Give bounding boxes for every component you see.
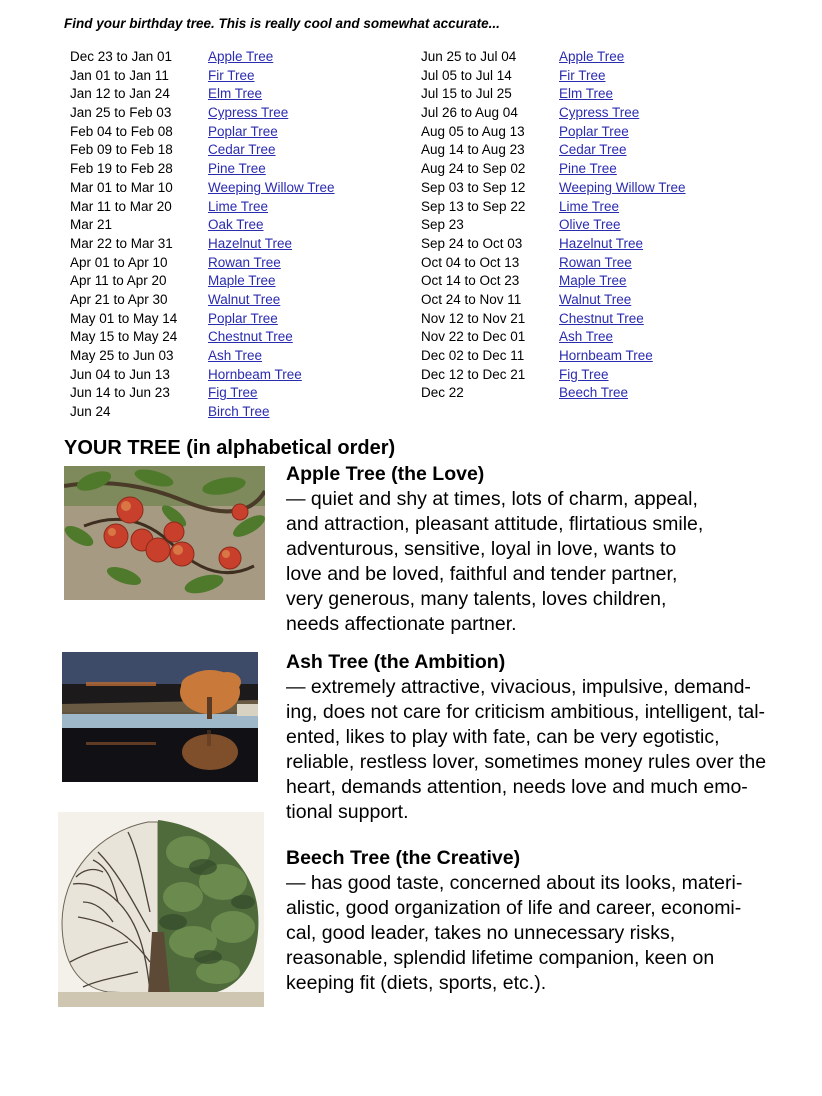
tree-link[interactable]: Maple Tree xyxy=(559,273,627,289)
date-range: Jan 12 to Jan 24 xyxy=(70,86,170,102)
date-row xyxy=(70,216,430,235)
description-line: — quiet and shy at times, lots of charm, appeal, xyxy=(286,488,698,510)
tree-link[interactable]: Maple Tree xyxy=(208,273,276,289)
date-row xyxy=(70,123,430,142)
date-row xyxy=(70,179,430,198)
date-row xyxy=(70,328,430,347)
date-list-right xyxy=(421,48,781,403)
tree-link[interactable]: Birch Tree xyxy=(208,404,270,420)
date-range: Dec 22 xyxy=(421,385,464,401)
description-line: adventurous, sensitive, loyal in love, wants to xyxy=(286,538,677,560)
date-row xyxy=(421,141,781,160)
date-range: Nov 12 to Nov 21 xyxy=(421,310,526,326)
description-line: needs affectionate partner. xyxy=(286,613,517,635)
date-row xyxy=(421,384,781,403)
date-range: Sep 24 to Oct 03 xyxy=(421,235,523,251)
tree-link[interactable]: Pine Tree xyxy=(559,161,617,177)
beech-tree-entry xyxy=(286,846,810,996)
date-row xyxy=(70,272,430,291)
tree-link[interactable]: Chestnut Tree xyxy=(208,329,293,345)
apple-tree-entry xyxy=(286,462,810,637)
tree-link[interactable]: Elm Tree xyxy=(208,86,263,102)
tree-link[interactable]: Olive Tree xyxy=(559,217,621,233)
description-line: ing, does not care for criticism ambitious, intelligent, tal- xyxy=(286,701,766,723)
date-row xyxy=(421,291,781,310)
tree-link[interactable]: Fig Tree xyxy=(208,385,258,401)
tree-link[interactable]: Fir Tree xyxy=(208,67,255,83)
tree-link[interactable]: Fig Tree xyxy=(559,366,609,382)
date-row xyxy=(70,141,430,160)
date-range: Aug 05 to Aug 13 xyxy=(421,123,525,139)
description-line: keeping fit (diets, sports, etc.). xyxy=(286,972,547,994)
date-range: Sep 23 xyxy=(421,217,464,233)
tree-link[interactable]: Cypress Tree xyxy=(559,105,640,121)
date-row xyxy=(421,48,781,67)
date-range: Sep 03 to Sep 12 xyxy=(421,179,526,195)
date-range: Dec 02 to Dec 11 xyxy=(421,348,525,363)
date-row xyxy=(421,67,781,86)
tree-link[interactable]: Weeping Willow Tree xyxy=(559,179,686,195)
description-line: reasonable, splendid lifetime companion, keen on xyxy=(286,947,715,969)
date-range: Sep 13 to Sep 22 xyxy=(421,198,526,214)
date-row xyxy=(70,198,430,217)
date-row xyxy=(70,347,430,366)
tree-link[interactable]: Oak Tree xyxy=(208,217,264,233)
date-row xyxy=(70,310,430,329)
tree-link[interactable]: Walnut Tree xyxy=(208,291,281,307)
description-line: — has good taste, concerned about its looks, materi- xyxy=(286,872,743,894)
date-range: Jan 01 to Jan 11 xyxy=(70,67,169,83)
date-range: Aug 24 to Sep 02 xyxy=(421,161,526,177)
date-range: Jul 26 to Aug 04 xyxy=(421,105,518,121)
tree-link[interactable]: Lime Tree xyxy=(208,198,269,214)
tree-link[interactable]: Ash Tree xyxy=(559,329,614,345)
date-row xyxy=(421,328,781,347)
date-range: Feb 09 to Feb 18 xyxy=(70,142,173,158)
tree-link[interactable]: Hazelnut Tree xyxy=(208,235,293,251)
apple-tree-description xyxy=(286,487,810,637)
date-range: Mar 11 to Mar 20 xyxy=(70,198,172,214)
date-row xyxy=(421,216,781,235)
date-row xyxy=(70,235,430,254)
date-row xyxy=(70,291,430,310)
date-row xyxy=(70,160,430,179)
description-line: — extremely attractive, vivacious, impulsive, demand- xyxy=(286,676,751,698)
date-range: Mar 01 to Mar 10 xyxy=(70,179,173,195)
date-row xyxy=(421,310,781,329)
tree-link[interactable]: Walnut Tree xyxy=(559,291,632,307)
date-range: Dec 23 to Jan 01 xyxy=(70,49,173,64)
tree-link[interactable]: Poplar Tree xyxy=(208,123,278,139)
date-row xyxy=(421,104,781,123)
date-range: Dec 12 to Dec 21 xyxy=(421,366,526,382)
section-heading: YOUR TREE (in alphabetical order) xyxy=(64,437,396,459)
date-row xyxy=(421,123,781,142)
apple-tree-photo xyxy=(64,466,265,600)
date-row xyxy=(70,403,430,422)
date-range: Jun 04 to Jun 13 xyxy=(70,366,170,382)
date-range: Feb 04 to Feb 08 xyxy=(70,123,173,139)
tree-link[interactable]: Weeping Willow Tree xyxy=(208,179,335,195)
date-range: Oct 04 to Oct 13 xyxy=(421,254,520,270)
date-row xyxy=(70,254,430,273)
tree-link[interactable]: Rowan Tree xyxy=(559,254,632,270)
date-row xyxy=(421,366,781,385)
description-line: very generous, many talents, loves children, xyxy=(286,588,667,610)
date-range: May 01 to May 14 xyxy=(70,310,178,326)
date-row xyxy=(70,104,430,123)
beech-tree-illustration xyxy=(58,812,264,1007)
beech-tree-title: Beech Tree (the Creative) xyxy=(286,847,521,869)
beech-tree-description xyxy=(286,871,810,996)
date-range: Oct 14 to Oct 23 xyxy=(421,273,520,289)
tree-link[interactable]: Rowan Tree xyxy=(208,254,281,270)
date-row xyxy=(421,198,781,217)
description-line: love and be loved, faithful and tender partner, xyxy=(286,563,678,585)
date-row xyxy=(421,85,781,104)
date-range: Jan 25 to Feb 03 xyxy=(70,105,172,121)
tree-link[interactable]: Cedar Tree xyxy=(559,142,627,158)
tree-link[interactable]: Apple Tree xyxy=(559,49,625,64)
tree-link[interactable]: Pine Tree xyxy=(208,161,266,177)
ash-tree-photo xyxy=(62,652,258,782)
description-line: and attraction, pleasant attitude, flirtatious smile, xyxy=(286,513,704,535)
date-range: Jun 14 to Jun 23 xyxy=(70,385,170,401)
tree-link[interactable]: Hazelnut Tree xyxy=(559,235,644,251)
date-range: Aug 14 to Aug 23 xyxy=(421,142,525,158)
date-row xyxy=(421,235,781,254)
tree-link[interactable]: Fir Tree xyxy=(559,67,606,83)
date-range: Nov 22 to Dec 01 xyxy=(421,329,526,345)
date-row xyxy=(421,272,781,291)
date-row xyxy=(421,179,781,198)
date-range: Apr 21 to Apr 30 xyxy=(70,291,168,307)
date-range: Mar 21 xyxy=(70,217,113,233)
date-row xyxy=(70,67,430,86)
date-row xyxy=(70,384,430,403)
date-range: Apr 01 to Apr 10 xyxy=(70,254,168,270)
date-range: Jun 25 to Jul 04 xyxy=(421,49,517,64)
date-range: Jul 15 to Jul 25 xyxy=(421,86,512,102)
tree-link[interactable]: Apple Tree xyxy=(208,49,274,64)
date-row xyxy=(70,48,430,67)
description-line: heart, demands attention, needs love and much emo- xyxy=(286,776,748,798)
description-line: tional support. xyxy=(286,801,409,823)
description-line: ented, likes to play with fate, can be very egotistic, xyxy=(286,726,720,748)
date-range: Jun 24 xyxy=(70,404,111,420)
date-range: May 15 to May 24 xyxy=(70,329,178,345)
date-row xyxy=(70,85,430,104)
date-range: Feb 19 to Feb 28 xyxy=(70,161,173,177)
tree-link[interactable]: Poplar Tree xyxy=(559,123,629,139)
description-line: alistic, good organization of life and career, economi- xyxy=(286,897,742,919)
tree-link[interactable]: Chestnut Tree xyxy=(559,310,644,326)
tree-link[interactable]: Lime Tree xyxy=(559,198,620,214)
ash-tree-entry xyxy=(286,650,810,825)
date-list-left xyxy=(70,48,430,422)
tree-link[interactable]: Cypress Tree xyxy=(208,105,289,121)
ash-tree-description xyxy=(286,675,810,825)
date-row xyxy=(421,347,781,366)
tree-link[interactable]: Poplar Tree xyxy=(208,310,278,326)
tree-link[interactable]: Beech Tree xyxy=(559,385,629,401)
intro-text: Find your birthday tree. This is really cool and somewhat accurate... xyxy=(64,16,500,31)
date-range: Oct 24 to Nov 11 xyxy=(421,291,522,307)
date-range: May 25 to Jun 03 xyxy=(70,348,174,363)
apple-tree-title: Apple Tree (the Love) xyxy=(286,463,485,485)
date-range: Mar 22 to Mar 31 xyxy=(70,235,173,251)
date-row xyxy=(421,160,781,179)
date-row xyxy=(421,254,781,273)
description-line: cal, good leader, takes no unnecessary risks, xyxy=(286,922,676,944)
tree-link[interactable]: Elm Tree xyxy=(559,86,614,102)
tree-link[interactable]: Cedar Tree xyxy=(208,142,276,158)
description-line: reliable, restless lover, sometimes money rules over the xyxy=(286,751,767,773)
date-range: Apr 11 to Apr 20 xyxy=(70,273,167,289)
date-row xyxy=(70,366,430,385)
tree-link[interactable]: Hornbeam Tree xyxy=(208,366,302,382)
tree-link[interactable]: Hornbeam Tree xyxy=(559,348,653,363)
date-range: Jul 05 to Jul 14 xyxy=(421,67,512,83)
ash-tree-title: Ash Tree (the Ambition) xyxy=(286,651,506,673)
tree-link[interactable]: Ash Tree xyxy=(208,348,263,363)
